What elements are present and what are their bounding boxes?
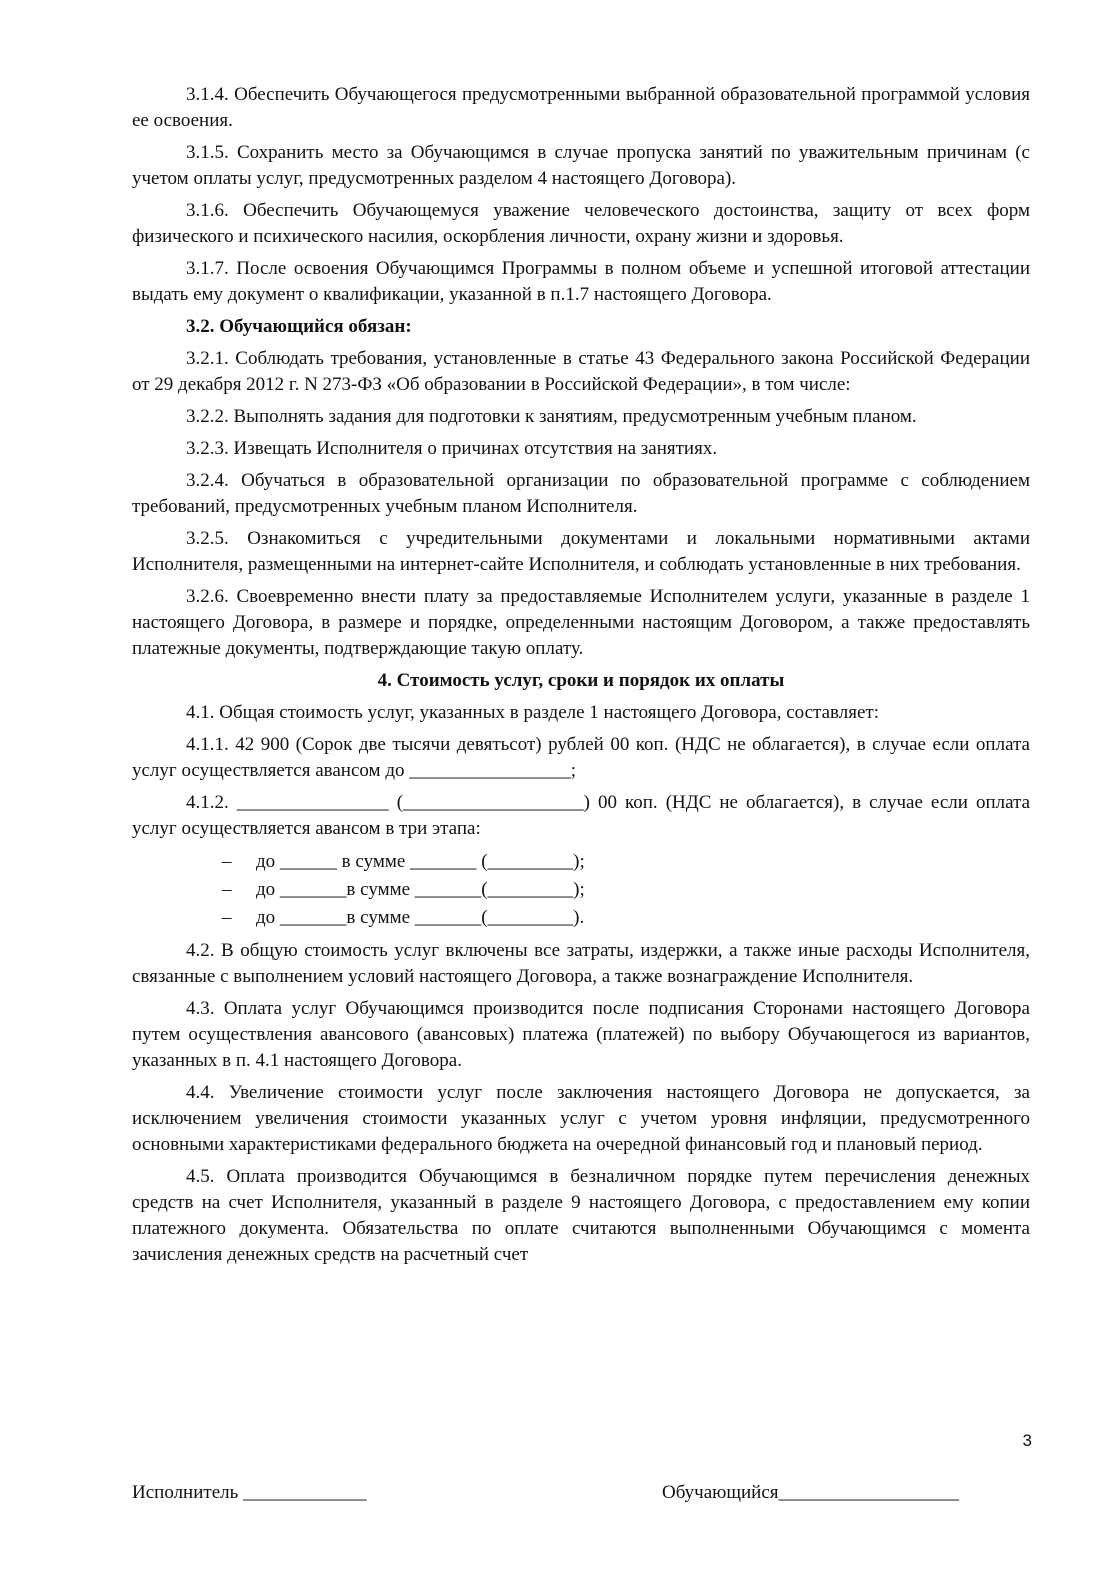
clause-3-1-5: 3.1.5. Сохранить место за Обучающимся в случае пропуска занятий по уважительным причинам (с учетом оплаты услуг, предусмотренных разделом 4 настоящего Договора). <box>132 142 1030 189</box>
signature-executor: Исполнитель _____________ <box>132 1482 367 1503</box>
clause-3-2-4: 3.2.4. Обучаться в образовательной организации по образовательной программе с соблюдением требований, предусмотренных учебным планом Исполнителя. <box>132 470 1030 517</box>
clause-3-1-4: 3.1.4. Обеспечить Обучающегося предусмотренными выбранной образовательной программой условия ее освоения. <box>132 84 1030 131</box>
clause-4-3: 4.3. Оплата услуг Обучающимся производится после подписания Сторонами настоящего Договора путем осуществления авансового (авансовых) платежа (платежей) по выбору Обучающегося из вариантов, указанных в п. 4.1 настоящего Договора. <box>132 998 1030 1071</box>
clause-3-1-6: 3.1.6. Обеспечить Обучающемуся уважение человеческого достоинства, защиту от всех форм физического и психического насилия, оскорбления личности, охрану жизни и здоровья. <box>132 200 1030 247</box>
clause-3-2-3: 3.2.3. Извещать Исполнителя о причинах отсутствия на занятиях. <box>186 438 718 459</box>
installment-item: – до ______ в сумме _______ (_________); <box>222 848 1030 876</box>
clause-4-1-2: 4.1.2. ________________ (___________________) 00 коп. (НДС не облагается), в случае если оплата услуг осуществляется авансом в три этапа: <box>132 792 1030 839</box>
clause-3-2-1: 3.2.1. Соблюдать требования, установленные в статье 43 Федерального закона Российской Федерации от 29 декабря 2012 г. N 273-ФЗ «Об образовании в Российской Федерации», в том числе: <box>132 348 1030 395</box>
page-number: 3 <box>1022 1431 1032 1450</box>
clause-4-4: 4.4. Увеличение стоимости услуг после заключения настоящего Договора не допускается, за исключением увеличения стоимости указанных услуг с учетом уровня инфляции, предусмотренного основными характеристиками федерального бюджета на очередной финансовый год и плановый период. <box>132 1082 1030 1155</box>
clause-4-1-1: 4.1.1. 42 900 (Сорок две тысячи девятьсот) рублей 00 коп. (НДС не облагается), в случае если оплата услуг осуществляется авансом до _________________; <box>132 734 1030 781</box>
clause-4-1: 4.1. Общая стоимость услуг, указанных в разделе 1 настоящего Договора, составляет: <box>186 702 879 723</box>
clause-3-2-5: 3.2.5. Ознакомиться с учредительными документами и локальными нормативными актами Исполнителя, размещенными на интернет-сайте Исполнителя, и соблюдать установленные в них требования. <box>132 528 1030 575</box>
clause-3-1-7: 3.1.7. После освоения Обучающимся Программы в полном объеме и успешной итоговой аттестации выдать ему документ о квалификации, указанной в п.1.7 настоящего Договора. <box>132 258 1030 305</box>
clause-4-5: 4.5. Оплата производится Обучающимся в безналичном порядке путем перечисления денежных средств на счет Исполнителя, указанный в разделе 9 настоящего Договора, с предоставлением ему копии платежного документа. Обязательства по оплате считаются выполненными Обучающимся с момента зачисления денежных средств на расчетный счет <box>132 1166 1030 1265</box>
clause-3-2-heading: 3.2. Обучающийся обязан: <box>186 316 412 337</box>
installment-list <box>132 848 1030 932</box>
clause-3-2-6: 3.2.6. Своевременно внести плату за предоставляемые Исполнителем услуги, указанные в разделе 1 настоящего Договора, в размере и порядке, определенными настоящим Договором, а также предоставлять платежные документы, подтверждающие такую оплату. <box>132 586 1030 659</box>
section-4-title: 4. Стоимость услуг, сроки и порядок их оплаты <box>377 670 785 691</box>
document-body <box>132 82 1030 1274</box>
installment-item: – до _______в сумме _______(_________); <box>222 876 1030 904</box>
clause-4-2: 4.2. В общую стоимость услуг включены все затраты, издержки, а также иные расходы Исполнителя, связанные с выполнением условий настоящего Договора, а также вознаграждение Исполнителя. <box>132 940 1030 987</box>
signature-student: Обучающийся___________________ <box>662 1482 959 1503</box>
clause-3-2-2: 3.2.2. Выполнять задания для подготовки к занятиям, предусмотренным учебным планом. <box>186 406 917 427</box>
installment-item: – до _______в сумме _______(_________). <box>222 904 1030 932</box>
